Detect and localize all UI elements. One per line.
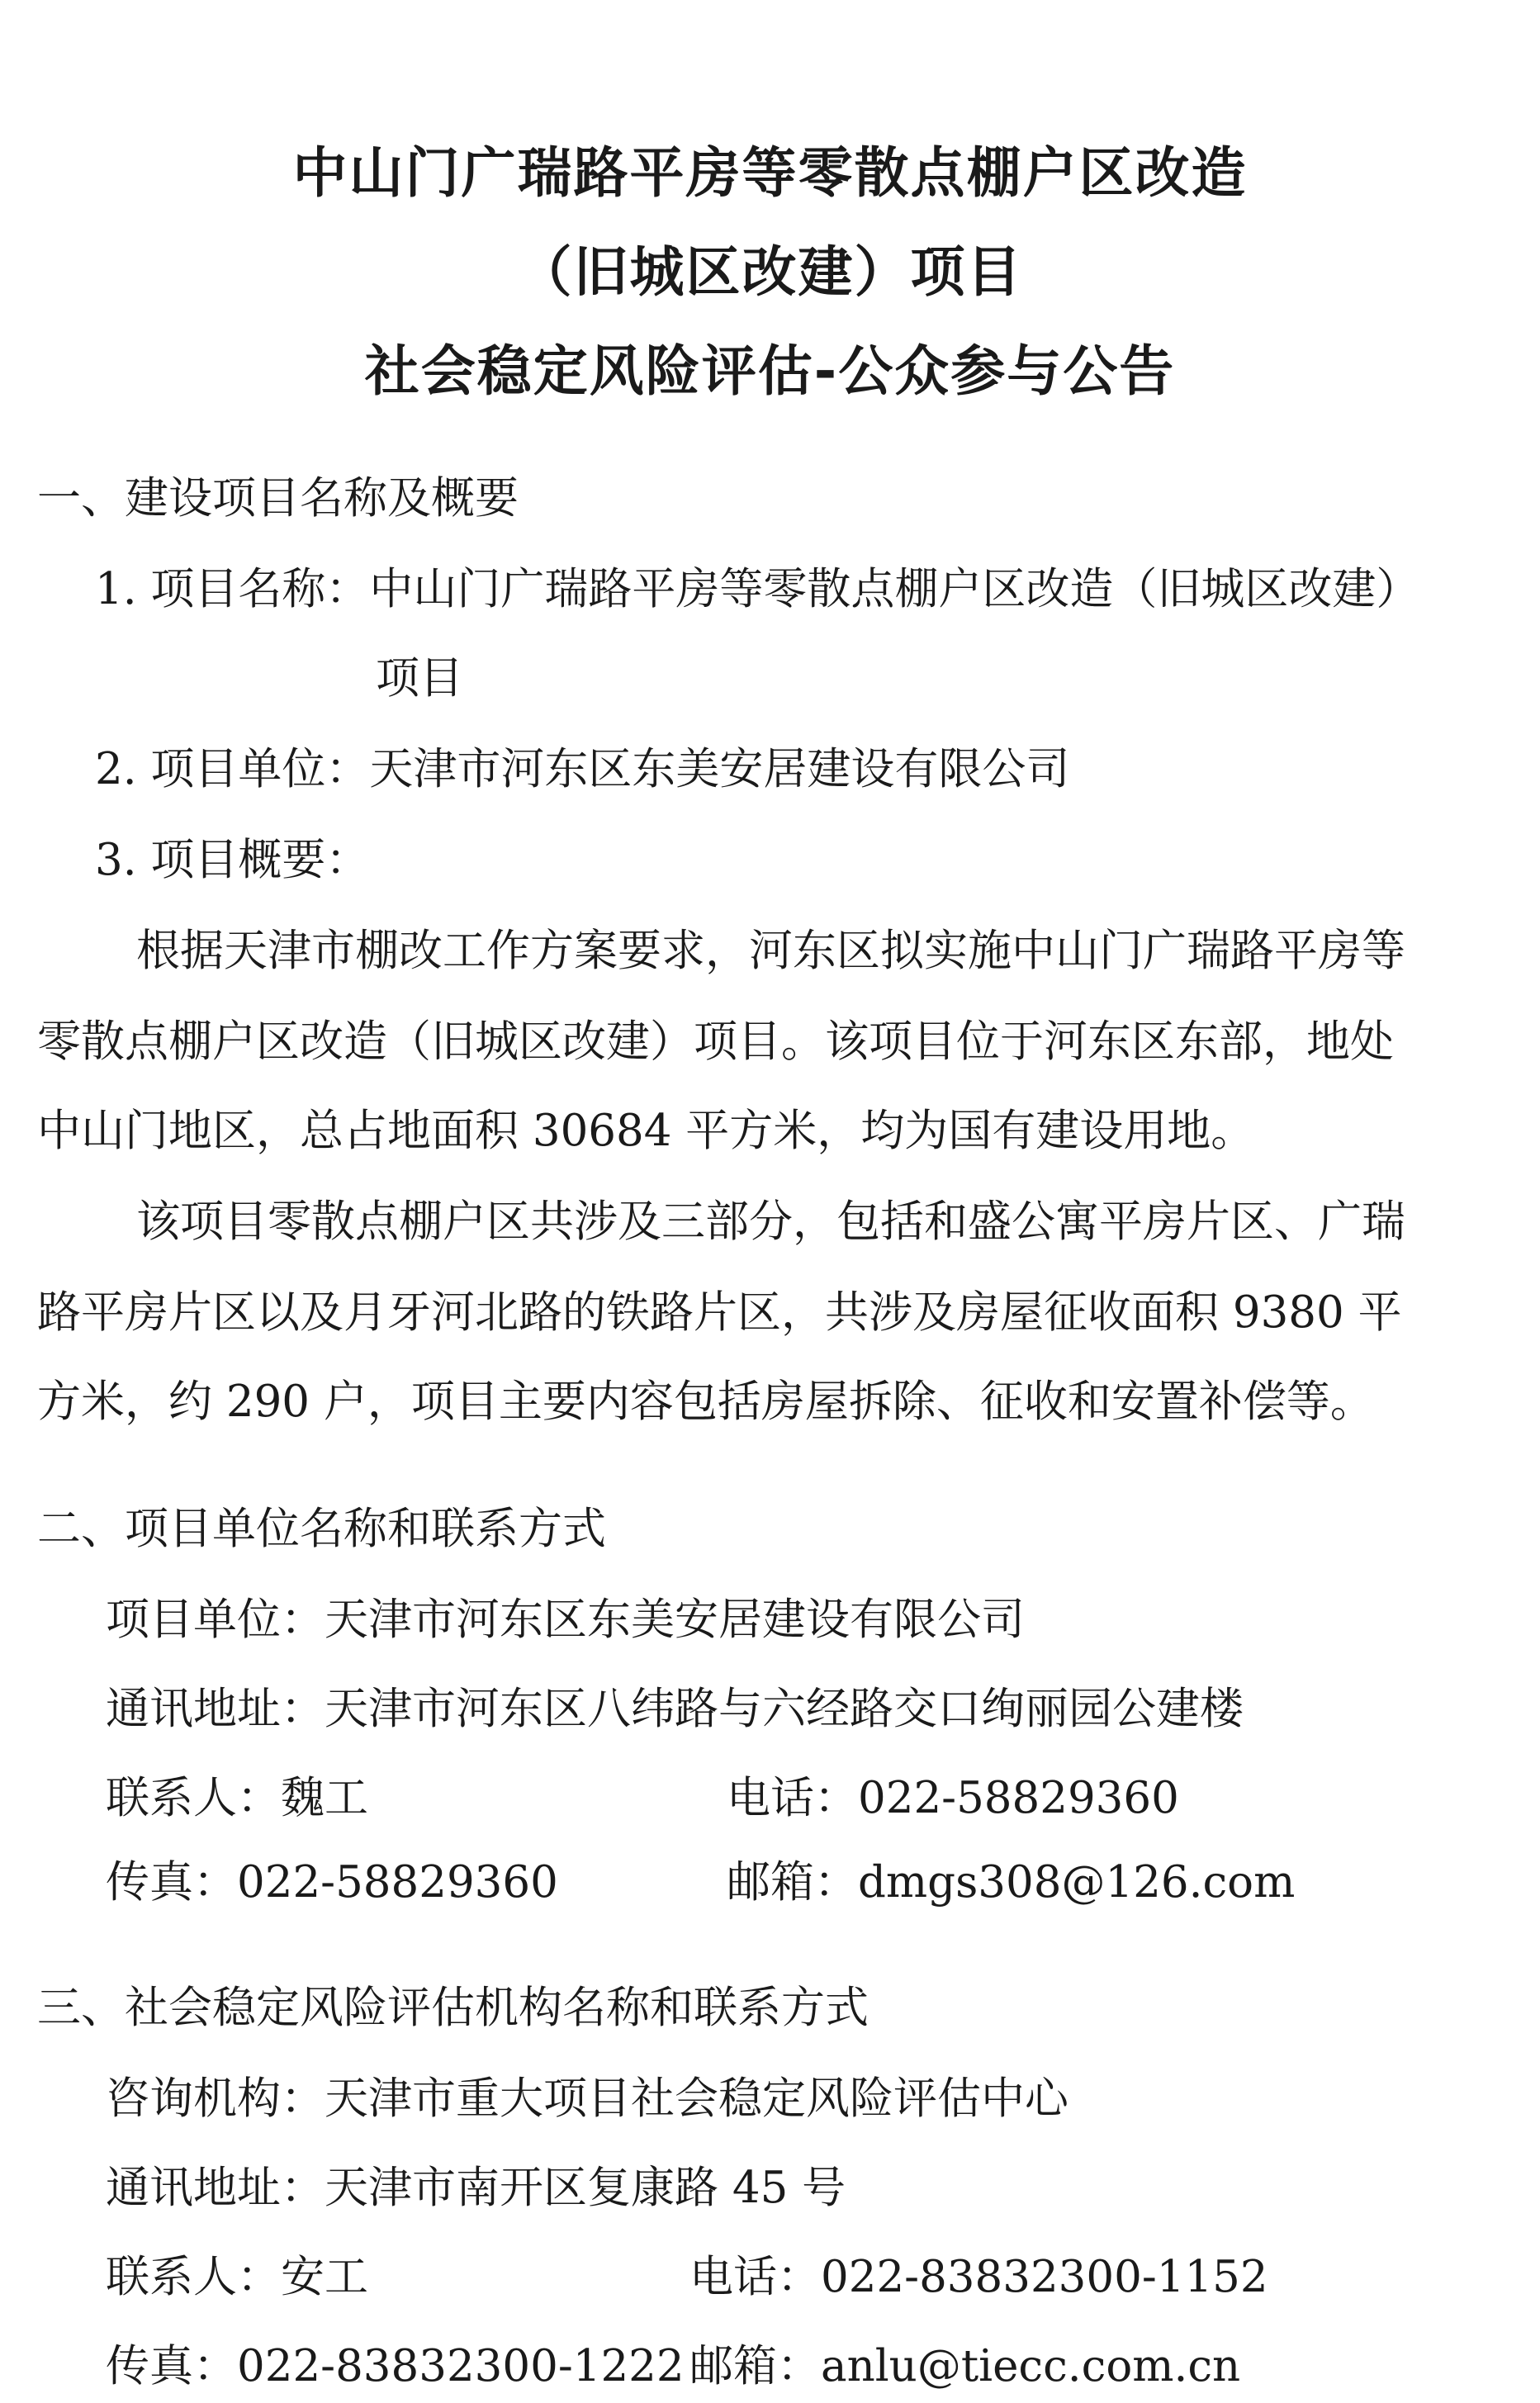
project-name: 1. 项目名称：中山门广瑞路平房等零散点棚户区改造（旧城区改建） xyxy=(95,564,1420,614)
section-2-heading: 二、项目单位名称和联系方式 xyxy=(37,1504,606,1554)
overview-paragraph-2-line-2: 路平房片区以及月牙河北路的铁路片区，共涉及房屋征收面积 9380 平 xyxy=(37,1287,1402,1338)
agency-name: 咨询机构：天津市重大项目社会稳定风险评估中心 xyxy=(106,2074,1069,2124)
overview-paragraph-1-line-1: 根据天津市棚改工作方案要求，河东区拟实施中山门广瑞路平房等 xyxy=(136,926,1405,976)
project-unit: 2. 项目单位：天津市河东区东美安居建设有限公司 xyxy=(95,744,1070,794)
unit-fax: 传真：022-58829360 xyxy=(106,1857,558,1908)
agency-address: 通讯地址：天津市南开区复康路 45 号 xyxy=(106,2163,846,2213)
section-1-heading: 一、建设项目名称及概要 xyxy=(37,473,519,524)
section-3-heading: 三、社会稳定风险评估机构名称和联系方式 xyxy=(37,1983,869,2033)
overview-paragraph-1-line-2: 零散点棚户区改造（旧城区改建）项目。该项目位于河东区东部，地处 xyxy=(37,1017,1394,1067)
unit-name: 项目单位：天津市河东区东美安居建设有限公司 xyxy=(106,1595,1025,1645)
title-line-1: 中山门广瑞路平房等零散点棚户区改造 xyxy=(292,141,1248,205)
agency-fax: 传真：022-83832300-1222 xyxy=(106,2341,685,2391)
overview-paragraph-1-line-3: 中山门地区，总占地面积 30684 平方米，均为国有建设用地。 xyxy=(37,1106,1255,1156)
agency-contact-person: 联系人：安工 xyxy=(106,2252,368,2302)
title-line-2: （旧城区改建）项目 xyxy=(517,240,1023,304)
unit-phone: 电话：022-58829360 xyxy=(727,1773,1179,1823)
document-title xyxy=(0,124,1540,421)
unit-address: 通讯地址：天津市河东区八纬路与六经路交口绚丽园公建楼 xyxy=(106,1684,1244,1734)
agency-email: 邮箱：anlu@tiecc.com.cn xyxy=(689,2341,1241,2391)
unit-contact-person: 联系人：魏工 xyxy=(106,1773,368,1823)
overview-paragraph-2-line-1: 该项目零散点棚户区共涉及三部分，包括和盛公寓平房片区、广瑞 xyxy=(136,1197,1405,1247)
overview-paragraph-2-line-3: 方米，约 290 户，项目主要内容包括房屋拆除、征收和安置补偿等。 xyxy=(37,1377,1374,1427)
project-name-continued: 项目 xyxy=(376,653,463,704)
title-line-3: 社会稳定风险评估-公众参与公告 xyxy=(364,339,1176,403)
agency-phone: 电话：022-83832300-1152 xyxy=(689,2252,1268,2302)
project-overview-label: 3. 项目概要： xyxy=(95,835,370,885)
unit-email: 邮箱：dmgs308@126.com xyxy=(727,1857,1296,1908)
